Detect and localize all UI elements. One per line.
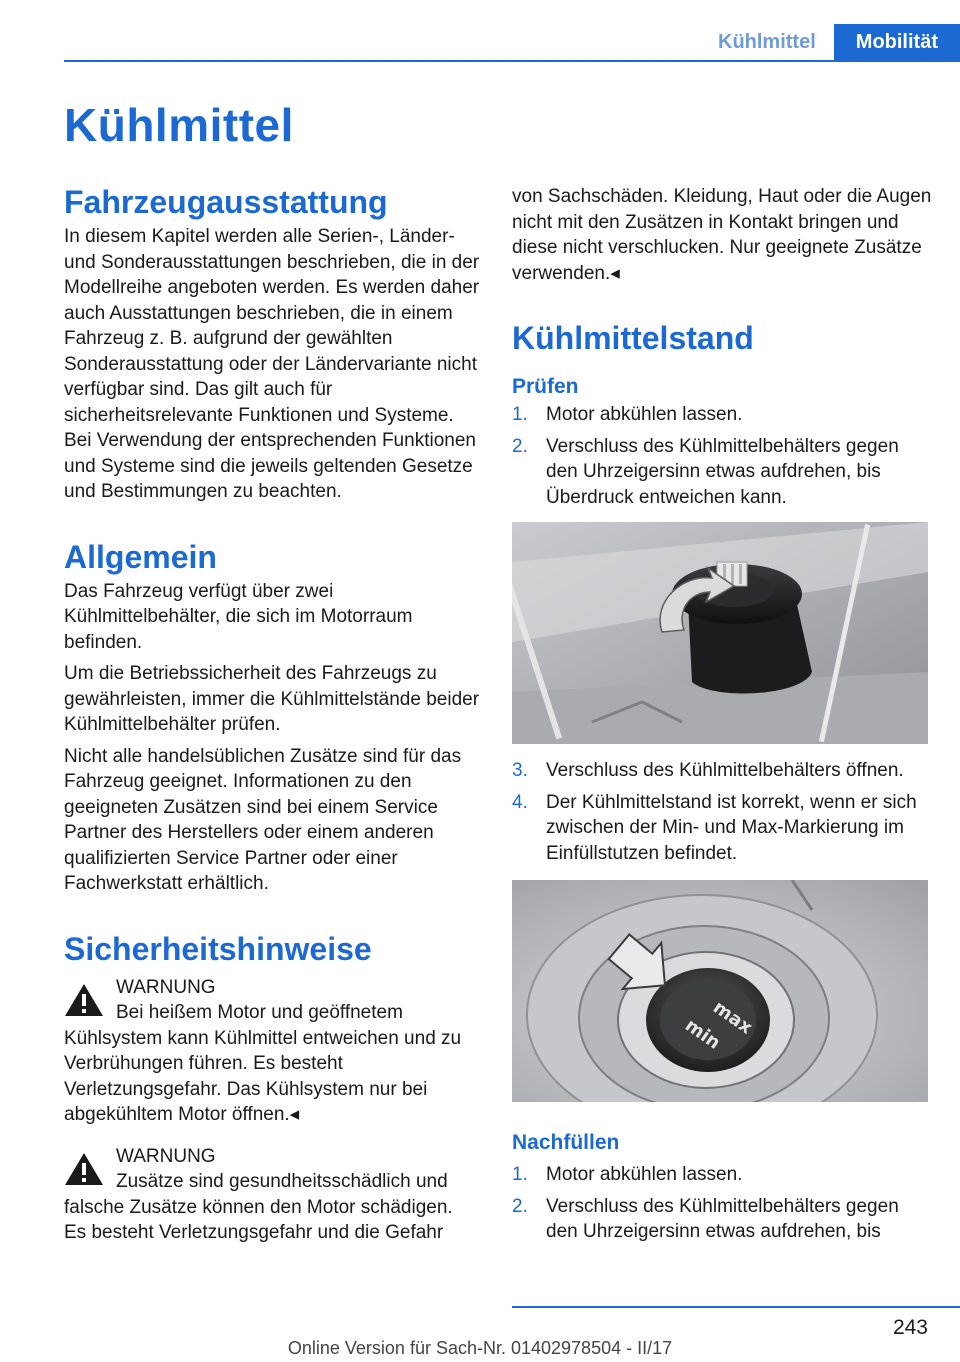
heading-kuehlmittelstand: Kühlmittelstand: [512, 320, 754, 356]
warning-box-1: [64, 975, 480, 1128]
step-number: 1.: [512, 1164, 528, 1185]
step-number: 2.: [512, 1195, 528, 1217]
step-text: Verschluss des Kühlmittelbehälters gegen den Uhrzeigersinn etwas aufdrehen, bis Überdruck entweichen kann.: [546, 435, 899, 508]
tab-chapter-kuehlmittel[interactable]: Kühlmittel: [718, 31, 816, 53]
pruefen-steps-list-b: [512, 758, 932, 866]
nachfuellen-steps-list: [512, 1162, 932, 1245]
list-item: [512, 1194, 932, 1245]
step-number: 1.: [512, 404, 528, 425]
tab-section-mobilitaet[interactable]: Mobilität: [834, 24, 960, 60]
paragraph-allgemein-2: Um die Betriebssicherheit des Fahrzeugs zu gewährleisten, immer die Kühlmittelstände beider Kühlmittelbehälter prüfen.: [64, 663, 480, 735]
label-max: max: [709, 996, 757, 1039]
header-rule: [64, 60, 960, 62]
pruefen-steps-list-a: [512, 402, 932, 510]
figure-filler-neck-min-max: [512, 880, 928, 1102]
heading-nachfuellen: Nachfüllen: [512, 1131, 620, 1154]
chapter-title: Kühlmittel: [64, 99, 294, 151]
warning-triangle-icon: [64, 983, 104, 1017]
list-item: [512, 1162, 932, 1188]
figure-reservoir-cap-turn: [512, 522, 928, 744]
list-item: [512, 434, 932, 511]
footer-rule: [512, 1306, 960, 1308]
warning-2-text: Zusätze sind gesundheitsschädlich und falsche Zusätze können den Motor schädigen. Es besteht Verletzungsgefahr und die Gefahr: [64, 1171, 453, 1243]
list-item: [512, 402, 932, 428]
paragraph-fahrzeugausstattung: In diesem Kapitel werden alle Serien-, Länder- und Sonderausstattungen beschrieben, die in der Modellreihe angeboten werden. Es werden daher auch Ausstattungen beschrieben, die in einem Fahrzeug z. B. aufgrund der gewählten Sonderausstattung oder der Ländervariante nicht verfügbar sind. Das gilt auch für sicherheitsrelevante Funktionen und Systeme. Bei Verwendung der entsprechenden Funktionen und Systeme sind die jeweils geltenden Gesetze und Bestimmungen zu beachten.: [64, 226, 480, 502]
step-text: Verschluss des Kühlmittelbehälters öffnen.: [546, 760, 904, 781]
warning-1-title: WARNUNG: [116, 976, 216, 998]
reservoir-cap-illustration: [512, 522, 928, 744]
heading-allgemein: Allgemein: [64, 538, 217, 575]
list-item: [512, 790, 932, 867]
warning-2-title: WARNUNG: [116, 1145, 216, 1167]
warning-1-text: Bei heißem Motor und geöffnetem Kühlsystem kann Kühlmittel entweichen und zu Verbrühungen führen. Es besteht Verletzungsgefahr. Das Kühlsystem nur bei abgekühltem Motor öffnen.◂: [64, 1002, 462, 1125]
warning-box-2: [64, 1144, 480, 1246]
header-nav: [700, 24, 960, 60]
heading-pruefen: Prüfen: [512, 375, 579, 398]
step-text: Verschluss des Kühlmittelbehälters gegen den Uhrzeigersinn etwas aufdrehen, bis: [546, 1195, 899, 1242]
step-text: Motor abkühlen lassen.: [546, 404, 743, 425]
heading-sicherheitshinweise: Sicherheitshinweise: [64, 930, 372, 967]
step-number: 4.: [512, 791, 528, 813]
step-number: 3.: [512, 760, 528, 781]
page-number: 243: [892, 1316, 928, 1339]
paragraph-warning-continuation: von Sachschäden. Kleidung, Haut oder die Augen nicht mit den Zusätzen in Kontakt bringen und diese nicht verschlucken. Nur geeignete Zusätze verwenden.◂: [512, 186, 932, 284]
heading-fahrzeugausstattung: Fahrzeugausstattung: [64, 184, 388, 220]
step-number: 2.: [512, 435, 528, 457]
filler-neck-illustration: [512, 880, 928, 1102]
right-column: [512, 180, 932, 1251]
left-column: [64, 180, 480, 1246]
label-min: min: [681, 1014, 725, 1054]
warning-triangle-icon: [64, 1152, 104, 1186]
paragraph-allgemein-1: Das Fahrzeug verfügt über zwei Kühlmittelbehälter, die sich im Motorraum befinden.: [64, 580, 413, 653]
online-version-footer: Online Version für Sach-Nr. 01402978504 - II/17: [287, 1338, 673, 1358]
step-text: Motor abkühlen lassen.: [546, 1164, 743, 1185]
step-text: Der Kühlmittelstand ist korrekt, wenn er sich zwischen der Min- und Max-Markierung im Einfüllstutzen befindet.: [546, 791, 917, 864]
paragraph-allgemein-3: Nicht alle handelsüblichen Zusätze sind für das Fahrzeug geeignet. Informationen zu den geeigneten Zusätzen sind bei einem Service Partner des Herstellers oder einem anderen qualifizierten Service Partner oder einer Fachwerkstatt erhältlich.: [64, 745, 462, 894]
list-item: [512, 758, 932, 784]
